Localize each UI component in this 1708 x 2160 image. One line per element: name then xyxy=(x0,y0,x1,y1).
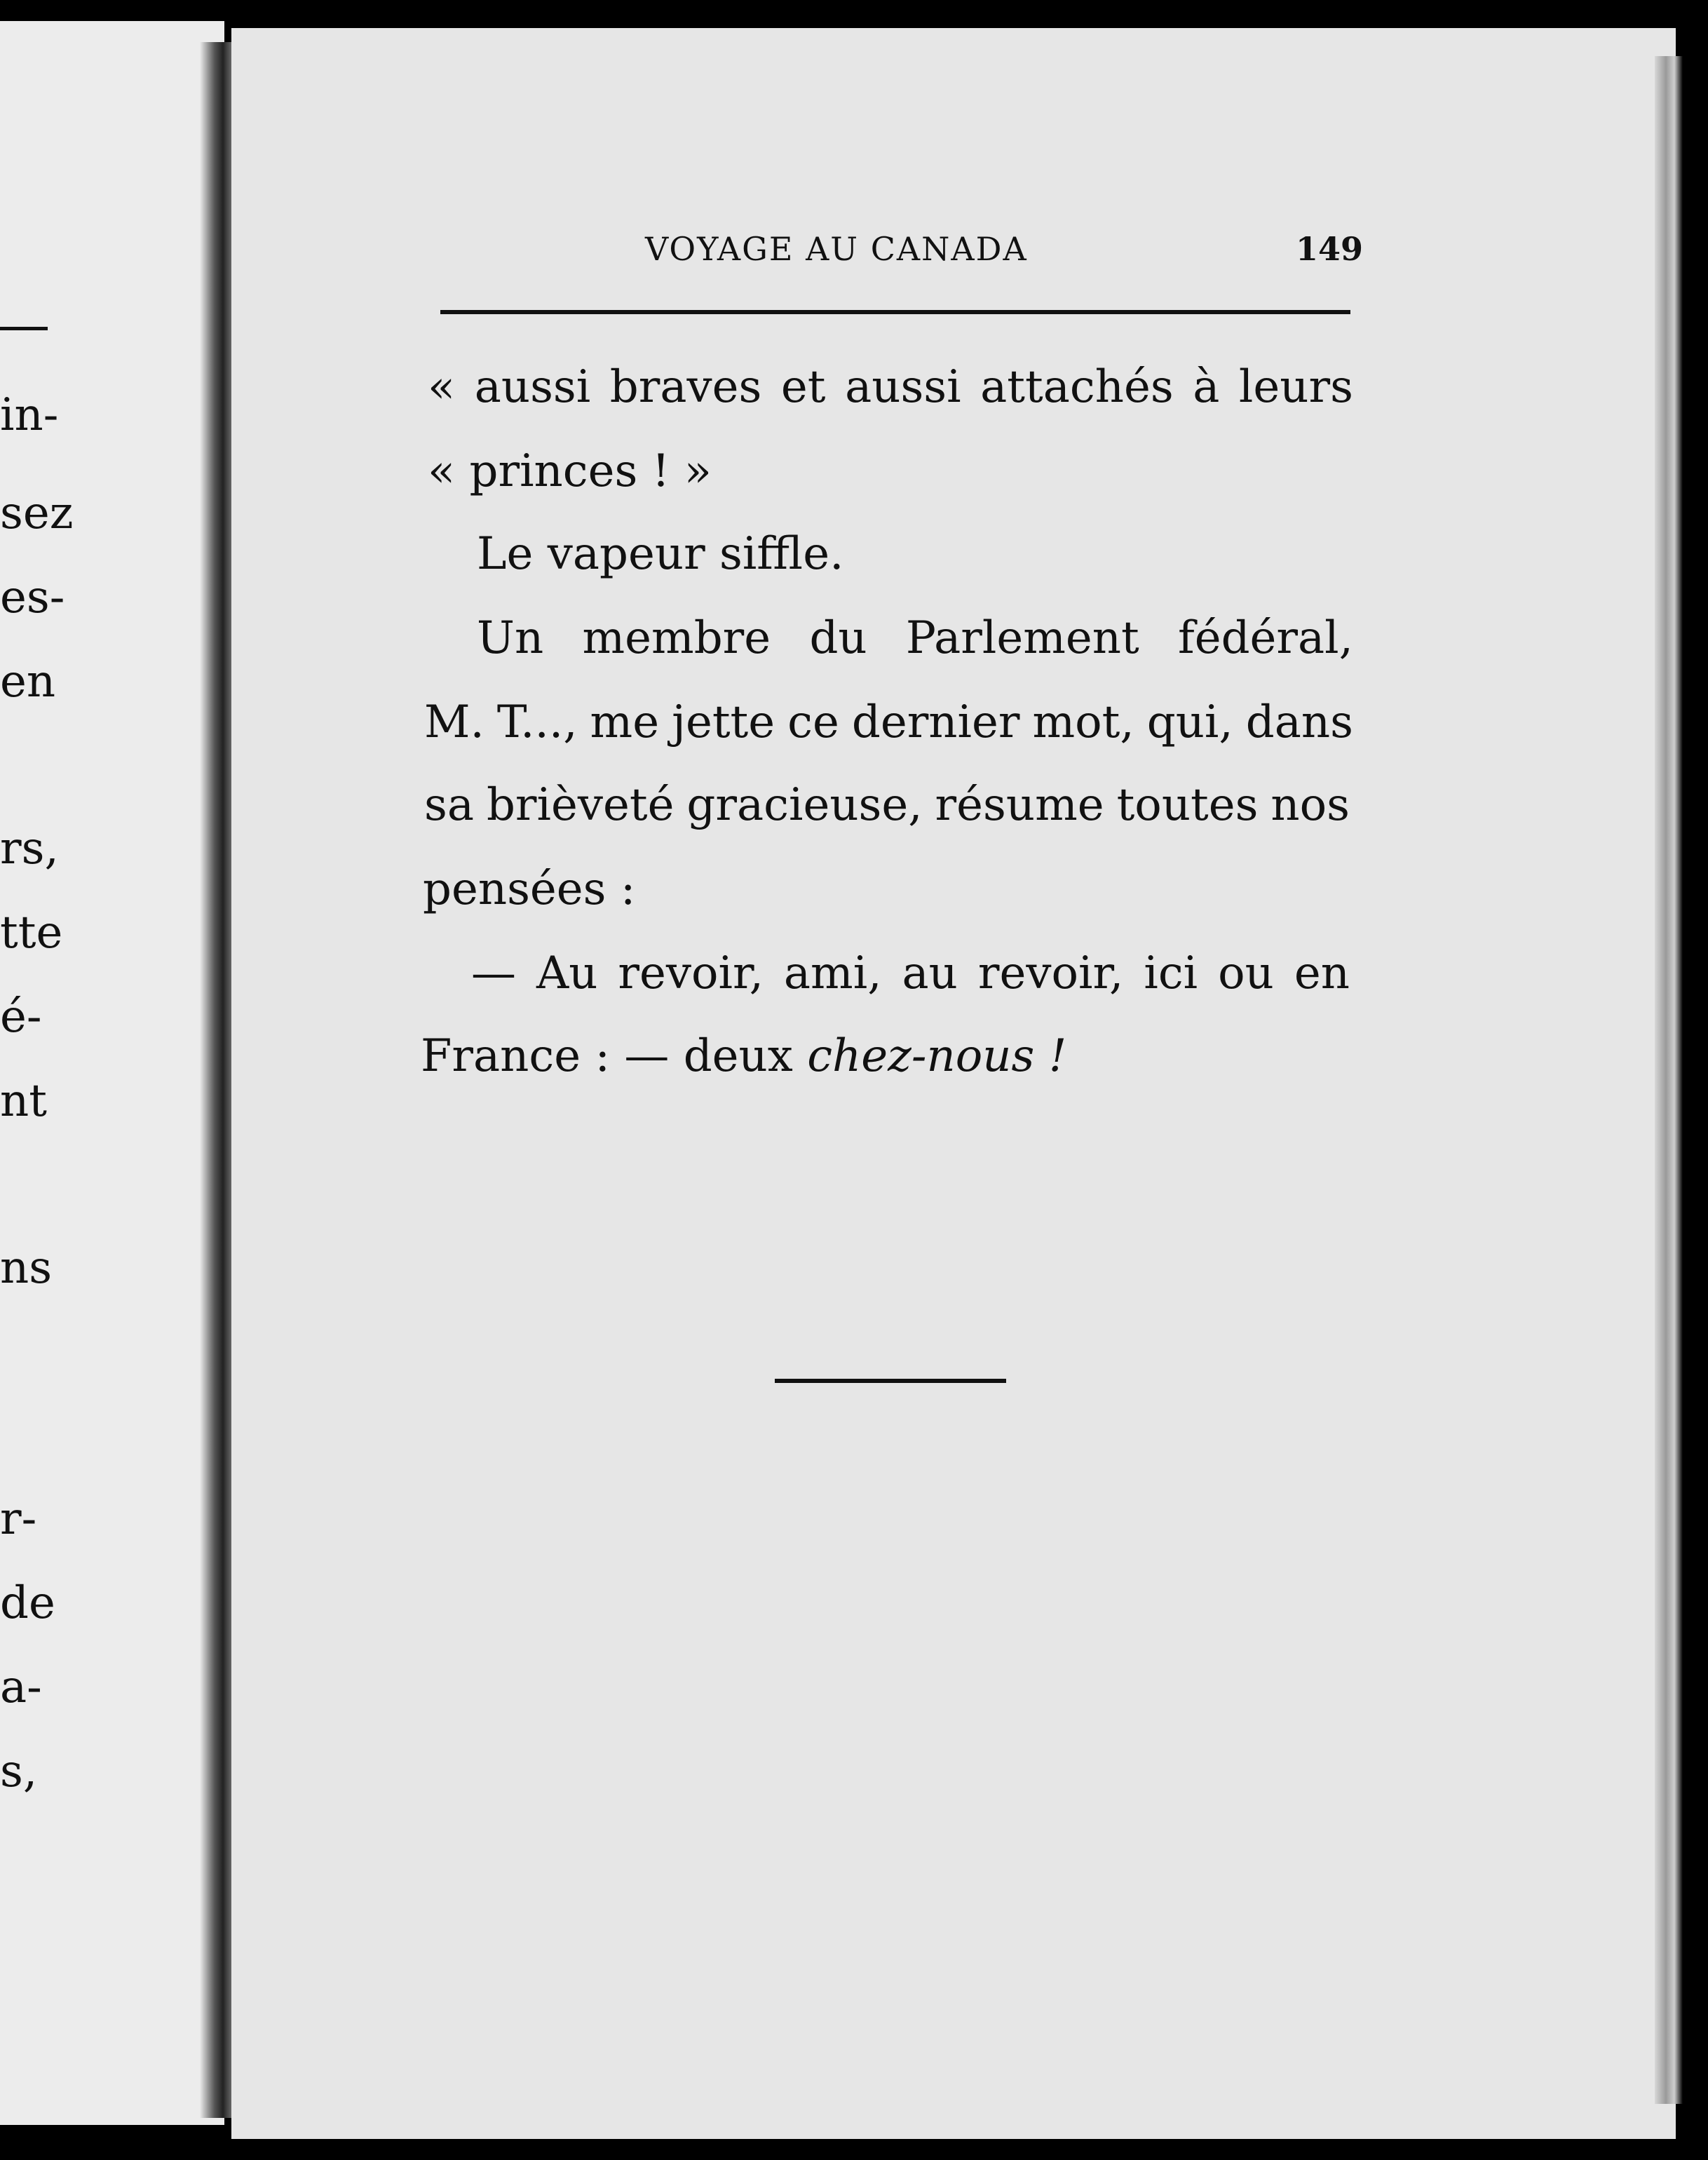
text-run: France : — deux xyxy=(421,1030,808,1082)
previous-page-fragment: sez xyxy=(0,487,74,539)
text-line: pensées : xyxy=(423,863,636,915)
text-line xyxy=(428,361,1353,413)
previous-page-fragment: é- xyxy=(0,991,42,1043)
word: toutes xyxy=(1116,779,1259,831)
running-title: VOYAGE AU CANADA xyxy=(645,230,1028,268)
word: T..., xyxy=(496,696,578,748)
previous-page-rule xyxy=(0,327,48,330)
word: attachés xyxy=(980,361,1174,413)
word: du xyxy=(809,612,867,664)
word: résume xyxy=(935,779,1104,831)
word: ce xyxy=(787,696,839,748)
book-page xyxy=(231,28,1676,2139)
previous-page-fragment: r- xyxy=(0,1493,37,1545)
word: brièveté xyxy=(486,779,675,831)
text-line: « princes ! » xyxy=(428,445,712,497)
text-line xyxy=(421,1030,1067,1082)
word: gracieuse, xyxy=(686,779,923,831)
word: et xyxy=(780,361,826,413)
word: Au xyxy=(536,947,598,999)
previous-page-fragment: ns xyxy=(0,1242,53,1294)
word: en xyxy=(1294,947,1350,999)
text-line xyxy=(477,612,1353,664)
word: « xyxy=(428,361,456,413)
word: revoir, xyxy=(977,947,1124,999)
word: qui, xyxy=(1146,696,1233,748)
word: à xyxy=(1193,361,1220,413)
word: Un xyxy=(477,612,544,664)
word: sa xyxy=(424,779,474,831)
word: dernier xyxy=(851,696,1020,748)
previous-page-fragment: a- xyxy=(0,1661,42,1713)
text-line xyxy=(424,779,1350,831)
previous-page-fragment: en xyxy=(0,656,56,708)
previous-page-fragment: in- xyxy=(0,389,59,441)
word: dans xyxy=(1245,696,1353,748)
header-rule xyxy=(440,310,1350,314)
italic-text: chez-nous ! xyxy=(807,1030,1067,1082)
page-edge xyxy=(1655,56,1683,2104)
word: au xyxy=(902,947,958,999)
word: ou xyxy=(1218,947,1274,999)
previous-page-fragment: tte xyxy=(0,907,63,959)
word: revoir, xyxy=(618,947,764,999)
word: Parlement xyxy=(905,612,1139,664)
end-of-chapter-rule xyxy=(775,1379,1006,1383)
text-line: Le vapeur siffle. xyxy=(477,528,844,580)
word: M. xyxy=(424,696,484,748)
text-line xyxy=(424,696,1353,748)
word: braves xyxy=(609,361,762,413)
text-line xyxy=(471,947,1350,999)
word: jette xyxy=(672,696,775,748)
word: ami, xyxy=(783,947,882,999)
previous-page xyxy=(0,21,224,2125)
word: membre xyxy=(582,612,771,664)
word: aussi xyxy=(845,361,961,413)
previous-page-fragment: s, xyxy=(0,1746,38,1797)
previous-page-fragment: nt xyxy=(0,1075,47,1127)
previous-page-fragment: de xyxy=(0,1577,55,1629)
word: ici xyxy=(1144,947,1198,999)
word: — xyxy=(471,947,516,999)
word: fédéral, xyxy=(1178,612,1353,664)
previous-page-fragment: rs, xyxy=(0,823,59,875)
word: mot, xyxy=(1032,696,1134,748)
word: me xyxy=(590,696,660,748)
word: aussi xyxy=(474,361,591,413)
page-number: 149 xyxy=(1296,230,1364,268)
word: nos xyxy=(1270,779,1350,831)
word: leurs xyxy=(1238,361,1353,413)
previous-page-fragment: es- xyxy=(0,572,65,623)
